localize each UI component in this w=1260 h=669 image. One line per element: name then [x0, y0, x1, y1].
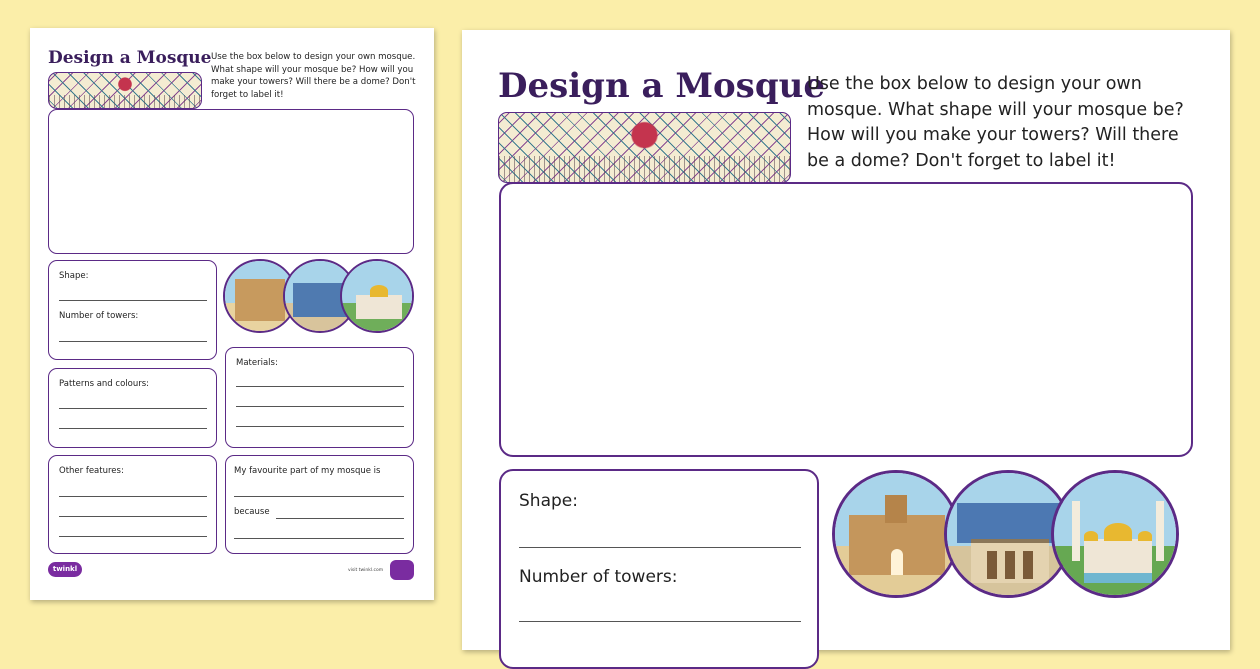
other-features-box — [48, 455, 217, 554]
shape-answer-line[interactable] — [59, 300, 207, 301]
towers-label-large: Number of towers: — [519, 567, 678, 587]
patterns-line-1[interactable] — [59, 408, 207, 409]
materials-line-3[interactable] — [236, 426, 404, 427]
materials-line-2[interactable] — [236, 406, 404, 407]
shape-towers-box — [48, 260, 217, 360]
design-drawing-box-large[interactable] — [499, 182, 1193, 457]
design-drawing-box[interactable] — [48, 109, 414, 254]
towers-answer-line[interactable] — [59, 341, 207, 342]
footer-site-text: visit twinkl.com — [348, 568, 384, 573]
materials-label: Materials: — [236, 358, 278, 368]
patterns-line-2[interactable] — [59, 428, 207, 429]
shape-label-large: Shape: — [519, 491, 578, 511]
mosque-image-3-large — [1051, 470, 1179, 598]
worksheet-preview-small — [30, 28, 434, 600]
towers-label: Number of towers: — [59, 311, 139, 321]
because-line[interactable] — [276, 518, 404, 519]
intro-text: Use the box below to design your own mosque. What shape will your mosque be? How will you make your towers? Will there be a dome? Don't forget to label it! — [211, 52, 416, 100]
page-title-large: Design a Mosque — [498, 66, 825, 106]
towers-answer-line-large[interactable] — [519, 621, 801, 622]
favourite-label: My favourite part of my mosque is — [234, 466, 381, 476]
materials-box — [225, 347, 414, 448]
mosque-image-1-large — [832, 470, 960, 598]
other-features-label: Other features: — [59, 466, 124, 476]
shape-towers-box-large — [499, 469, 819, 669]
because-label: because — [234, 507, 270, 517]
worksheet-preview-large — [462, 30, 1230, 650]
intro-text-large: Use the box below to design your own mosque. What shape will your mosque be? How will you make your towers? Will there be a dome? Don't forget to label it! — [807, 74, 1184, 171]
shape-answer-line-large[interactable] — [519, 547, 801, 548]
patterns-box — [48, 368, 217, 448]
shape-label: Shape: — [59, 271, 89, 281]
twinkl-badge-icon — [390, 560, 414, 580]
twinkl-logo: twinkl — [48, 562, 82, 577]
other-line-3[interactable] — [59, 536, 207, 537]
other-line-2[interactable] — [59, 516, 207, 517]
mosque-image-3 — [340, 259, 414, 333]
favourite-part-box — [225, 455, 414, 554]
other-line-1[interactable] — [59, 496, 207, 497]
page-title: Design a Mosque — [48, 48, 212, 68]
materials-line-1[interactable] — [236, 386, 404, 387]
patterns-label: Patterns and colours: — [59, 379, 150, 389]
pattern-banner-large — [498, 112, 791, 183]
pattern-banner — [48, 72, 202, 109]
favourite-line-1[interactable] — [234, 496, 404, 497]
favourite-line-2[interactable] — [234, 538, 404, 539]
